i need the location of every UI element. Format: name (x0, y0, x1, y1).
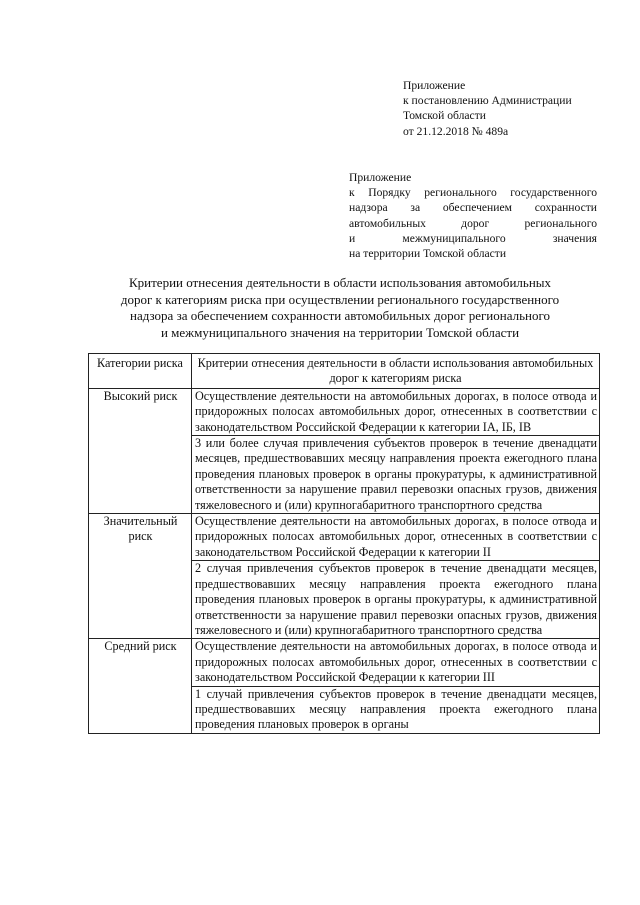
table-row (89, 639, 600, 686)
title-line: Критерии отнесения деятельности в области использования автомобильных (128, 275, 552, 290)
appendix-sub-line: и межмуниципального значения (349, 231, 597, 245)
appendix-sub-line: автомобильных дорог регионального (349, 216, 597, 230)
appendix-sub-line: Приложение (349, 171, 412, 184)
appendix-header-line: от 21.12.2018 № 489а (403, 124, 509, 138)
appendix-header-line: к постановлению Администрации (403, 94, 572, 108)
appendix-header-line: Томской области (403, 109, 486, 123)
appendix-sub-line: надзора за обеспечением сохранности (349, 201, 597, 215)
appendix-sub-line: к Порядку регионального государственного (349, 186, 597, 200)
category-significant-risk: Значительный риск (89, 514, 192, 639)
risk-criteria-table (88, 353, 600, 734)
appendix-sub-line: на территории Томской области (349, 247, 507, 261)
header-criteria: Критерии отнесения деятельности в области использования автомобильных дорог к категориям риска (192, 354, 600, 389)
criteria-cell: 1 случай привлечения субъектов проверок в течение двенадцати месяцев, предшествовавших месяцу направления проекта ежегодного плана проведения плановых проверок в органы (192, 686, 600, 733)
criteria-cell: Осуществление деятельности на автомобильных дорогах, в полосе отвода и придорожных полосах автомобильных дорог, отнесенных в соответствии с законодательством Российской Федерации к категории III (192, 639, 600, 686)
table-row (89, 388, 600, 435)
criteria-cell: Осуществление деятельности на автомобильных дорогах, в полосе отвода и придорожных полосах автомобильных дорог, отнесенных в соответствии с законодательством Российской Федерации к категории II (192, 514, 600, 561)
title-line: и межмуниципального значения на территории Томской области (160, 324, 520, 340)
criteria-cell: Осуществление деятельности на автомобильных дорогах, в полосе отвода и придорожных полосах автомобильных дорог, отнесенных в соответствии с законодательством Российской Федерации к категории IА, IБ, IВ (192, 388, 600, 435)
header-category: Категории риска (89, 354, 192, 389)
document-title (72, 275, 608, 341)
category-medium-risk: Средний риск (89, 639, 192, 733)
criteria-cell: 2 случая привлечения субъектов проверок в течение двенадцати месяцев, предшествовавших месяцу направления проекта ежегодного плана проведения плановых проверок в органы прокуратуры, к административной ответственности за нарушение правил перевозки опасных грузов, движения тяжеловесного и (или) крупногабаритного транспортного средства (192, 561, 600, 639)
table-header-row (89, 354, 600, 389)
category-high-risk: Высокий риск (89, 388, 192, 513)
title-line: надзора за обеспечением сохранности автомобильных дорог регионального (129, 308, 550, 324)
appendix-sub-header (349, 170, 597, 261)
appendix-header-line: Приложение (403, 79, 466, 92)
table-row (89, 514, 600, 561)
criteria-cell: 3 или более случая привлечения субъектов проверок в течение двенадцати месяцев, предшествовавших месяцу направления проекта ежегодного плана проведения плановых проверок в органы прокуратуры, к административной ответственности за нарушение правил перевозки опасных грузов, движения тяжеловесного и (или) крупногабаритного транспортного средства (192, 436, 600, 514)
appendix-header (403, 78, 613, 139)
title-line: дорог к категориям риска при осуществлении регионального государственного (120, 291, 560, 307)
